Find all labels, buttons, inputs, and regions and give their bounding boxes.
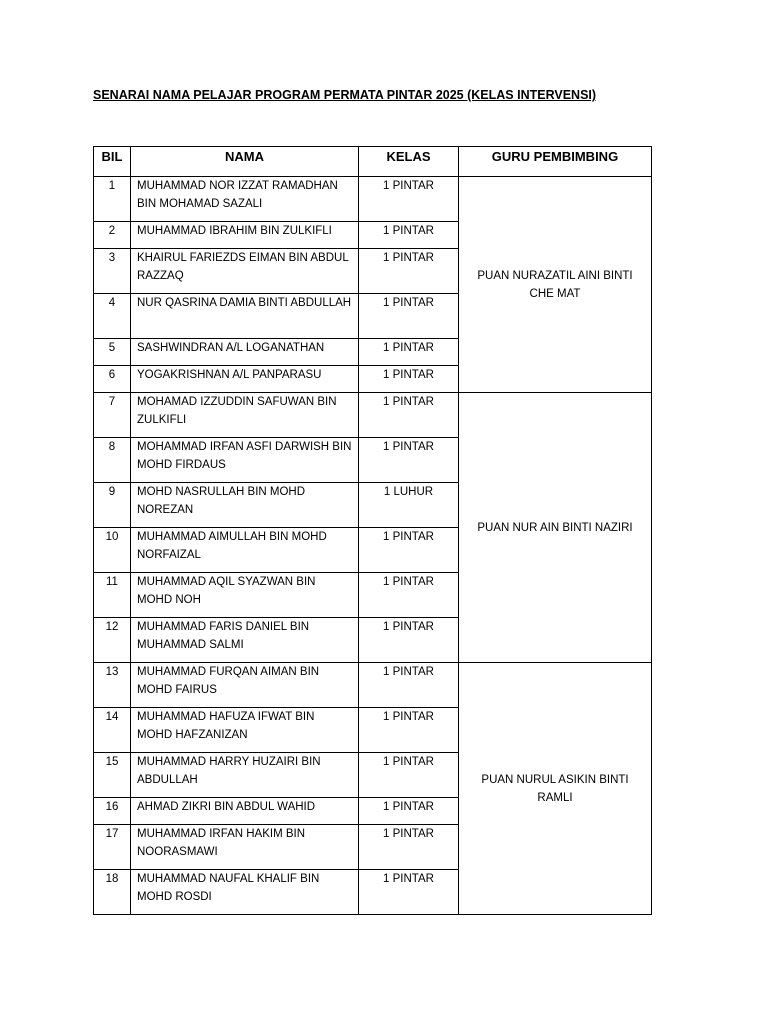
row-nama: MUHAMMAD AIMULLAH BIN MOHD NORFAIZAL	[131, 528, 359, 573]
header-guru-pembimbing: GURU PEMBIMBING	[459, 147, 652, 177]
row-kelas: 1 PINTAR	[359, 708, 459, 753]
row-kelas: 1 PINTAR	[359, 825, 459, 870]
row-kelas: 1 PINTAR	[359, 753, 459, 798]
header-kelas: KELAS	[359, 147, 459, 177]
row-bil: 8	[94, 438, 131, 483]
row-bil: 11	[94, 573, 131, 618]
row-bil: 3	[94, 249, 131, 294]
row-bil: 4	[94, 294, 131, 339]
row-bil: 5	[94, 339, 131, 366]
document-title: SENARAI NAMA PELAJAR PROGRAM PERMATA PINTAR 2025 (KELAS INTERVENSI)	[93, 88, 597, 102]
row-nama: NUR QASRINA DAMIA BINTI ABDULLAH	[131, 294, 359, 339]
row-kelas: 1 PINTAR	[359, 438, 459, 483]
row-nama: MUHAMMAD NOR IZZAT RAMADHAN BIN MOHAMAD SAZALI	[131, 177, 359, 222]
table-header-row	[94, 147, 652, 177]
row-kelas: 1 PINTAR	[359, 663, 459, 708]
header-bil: BIL	[94, 147, 131, 177]
row-bil: 2	[94, 222, 131, 249]
row-bil: 12	[94, 618, 131, 663]
row-bil: 6	[94, 366, 131, 393]
row-nama: YOGAKRISHNAN A/L PANPARASU	[131, 366, 359, 393]
row-kelas: 1 PINTAR	[359, 339, 459, 366]
row-nama: MUHAMMAD HARRY HUZAIRI BIN ABDULLAH	[131, 753, 359, 798]
row-bil: 17	[94, 825, 131, 870]
row-nama: MUHAMMAD NAUFAL KHALIF BIN MOHD ROSDI	[131, 870, 359, 915]
row-kelas: 1 PINTAR	[359, 798, 459, 825]
row-bil: 18	[94, 870, 131, 915]
row-kelas: 1 PINTAR	[359, 618, 459, 663]
row-nama: MOHD NASRULLAH BIN MOHD NOREZAN	[131, 483, 359, 528]
header-nama: NAMA	[131, 147, 359, 177]
row-kelas: 1 PINTAR	[359, 249, 459, 294]
row-nama: MUHAMMAD FARIS DANIEL BIN MUHAMMAD SALMI	[131, 618, 359, 663]
row-bil: 9	[94, 483, 131, 528]
row-nama: MOHAMMAD IRFAN ASFI DARWISH BIN MOHD FIRDAUS	[131, 438, 359, 483]
row-bil: 1	[94, 177, 131, 222]
row-nama: MUHAMMAD AQIL SYAZWAN BIN MOHD NOH	[131, 573, 359, 618]
table-row	[94, 393, 652, 438]
student-table	[93, 146, 652, 915]
row-bil: 13	[94, 663, 131, 708]
row-kelas: 1 PINTAR	[359, 294, 459, 339]
guru-pembimbing-cell: PUAN NURAZATIL AINI BINTI CHE MAT	[459, 177, 652, 393]
guru-pembimbing-cell: PUAN NUR AIN BINTI NAZIRI	[459, 393, 652, 663]
row-kelas: 1 PINTAR	[359, 393, 459, 438]
row-kelas: 1 PINTAR	[359, 870, 459, 915]
row-nama: MUHAMMAD FURQAN AIMAN BIN MOHD FAIRUS	[131, 663, 359, 708]
table-row	[94, 663, 652, 708]
row-nama: MOHAMAD IZZUDDIN SAFUWAN BIN ZULKIFLI	[131, 393, 359, 438]
row-bil: 15	[94, 753, 131, 798]
row-kelas: 1 PINTAR	[359, 573, 459, 618]
row-kelas: 1 LUHUR	[359, 483, 459, 528]
row-bil: 10	[94, 528, 131, 573]
row-nama: KHAIRUL FARIEZDS EIMAN BIN ABDUL RAZZAQ	[131, 249, 359, 294]
row-nama: AHMAD ZIKRI BIN ABDUL WAHID	[131, 798, 359, 825]
guru-pembimbing-cell: PUAN NURUL ASIKIN BINTI RAMLI	[459, 663, 652, 915]
row-kelas: 1 PINTAR	[359, 177, 459, 222]
row-kelas: 1 PINTAR	[359, 366, 459, 393]
table-row	[94, 177, 652, 222]
row-bil: 16	[94, 798, 131, 825]
row-nama: SASHWINDRAN A/L LOGANATHAN	[131, 339, 359, 366]
row-bil: 14	[94, 708, 131, 753]
row-nama: MUHAMMAD HAFUZA IFWAT BIN MOHD HAFZANIZAN	[131, 708, 359, 753]
row-bil: 7	[94, 393, 131, 438]
row-nama: MUHAMMAD IRFAN HAKIM BIN NOORASMAWI	[131, 825, 359, 870]
row-nama: MUHAMMAD IBRAHIM BIN ZULKIFLI	[131, 222, 359, 249]
row-kelas: 1 PINTAR	[359, 528, 459, 573]
row-kelas: 1 PINTAR	[359, 222, 459, 249]
